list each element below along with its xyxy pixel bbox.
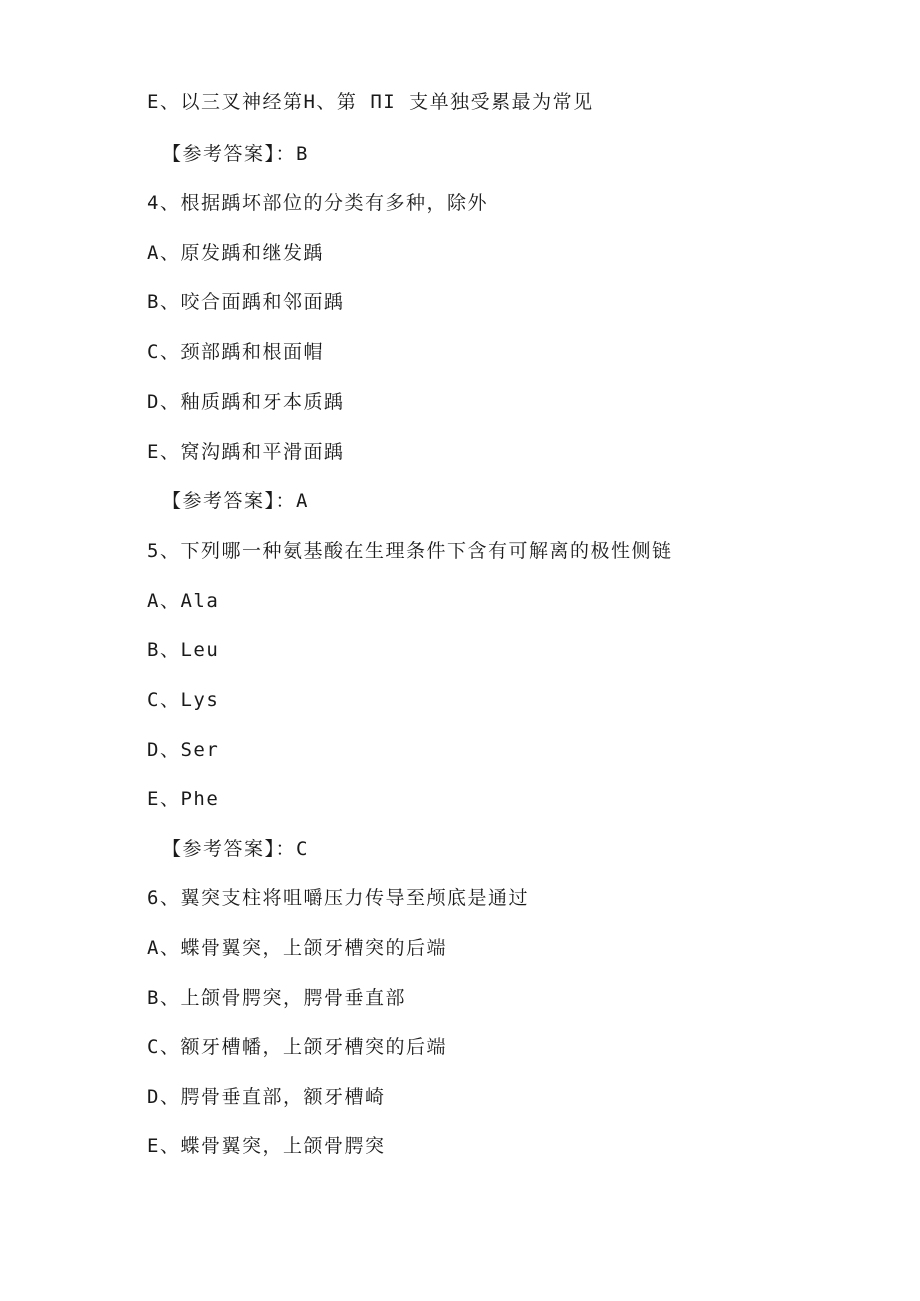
option-line: B、咬合面踽和邻面踽 xyxy=(147,291,345,313)
option-line: C、Lys xyxy=(147,689,220,711)
option-line: A、原发踽和继发踽 xyxy=(147,242,324,264)
option-line: D、Ser xyxy=(147,739,220,761)
answer-line: 【参考答案】：B xyxy=(162,143,309,165)
answer-line: 【参考答案】：A xyxy=(162,490,309,512)
option-line: D、釉质踽和牙本质踽 xyxy=(147,391,345,413)
option-line: A、蝶骨翼突，上颌牙槽突的后端 xyxy=(147,937,447,959)
option-line: D、腭骨垂直部，额牙槽崎 xyxy=(147,1086,386,1108)
question-line: 4、根据踽坏部位的分类有多种，除外 xyxy=(147,192,488,214)
answer-line: 【参考答案】：C xyxy=(162,838,309,860)
option-line: A、Ala xyxy=(147,590,220,612)
option-line: C、颈部踽和根面帽 xyxy=(147,341,324,363)
option-line: E、窝沟踽和平滑面踽 xyxy=(147,441,345,463)
option-line: C、额牙槽幡，上颌牙槽突的后端 xyxy=(147,1036,447,1058)
option-line: B、上颌骨腭突，腭骨垂直部 xyxy=(147,987,406,1009)
question-line: 5、下列哪一种氨基酸在生理条件下含有可解离的极性侧链 xyxy=(147,540,673,562)
question-line: 6、翼突支柱将咀嚼压力传导至颅底是通过 xyxy=(147,887,529,909)
option-line: E、以三叉神经第H、第 ΠI 支单独受累最为常见 xyxy=(147,91,594,113)
option-line: E、Phe xyxy=(147,788,220,810)
option-line: E、蝶骨翼突，上颌骨腭突 xyxy=(147,1135,386,1157)
option-line: B、Leu xyxy=(147,639,220,661)
